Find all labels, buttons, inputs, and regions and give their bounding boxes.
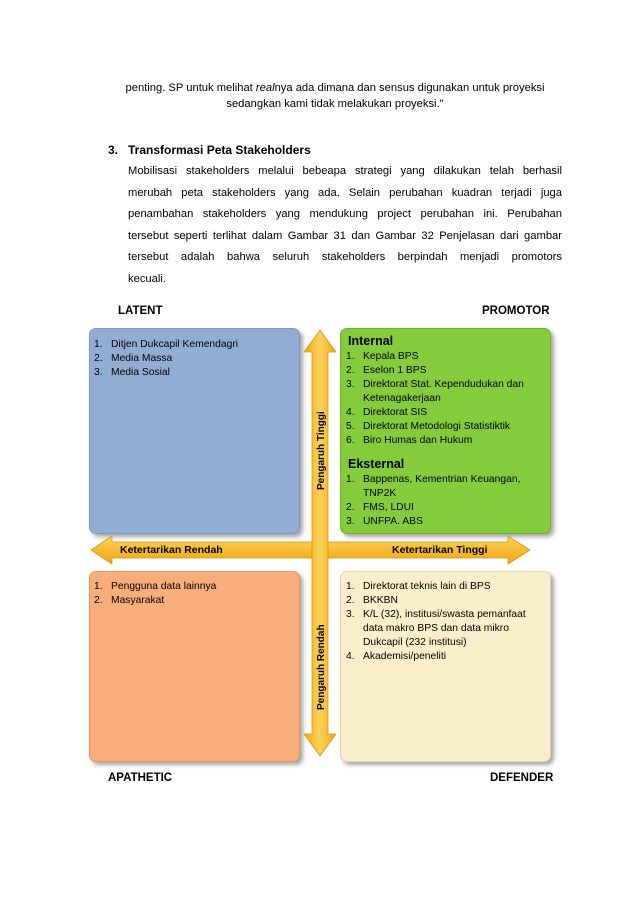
list-item: 1. Pengguna data lainnya (94, 581, 217, 592)
promotor-internal-title: Internal (348, 334, 394, 348)
quote-line-2: sedangkan kami tidak melakukan proyeksi." (226, 98, 444, 110)
quote-line-1: penting. SP untuk melihat realnya ada dimana dan sensus digunakan untuk proyeksi (125, 82, 545, 94)
promotor-internal-list (346, 350, 544, 448)
list-item: 4. Direktorat SIS (346, 407, 428, 418)
list-item: 3. Direktorat Stat. Kependudukan dan Ketenagakerjaan (346, 379, 524, 404)
corner-label-latent: LATENT (118, 305, 163, 317)
paragraph-line: tersebut seperti terlihat dalam Gambar 31 dan Gambar 32 Penjelasan dari gambar (128, 229, 562, 242)
latent-list (94, 338, 294, 380)
list-item: 4. Akademisi/peneliti (346, 651, 446, 662)
list-item: 1. Direktorat teknis lain di BPS (346, 581, 491, 592)
list-item: 1. Bappenas, Kementrian Keuangan, TNP2K (346, 474, 521, 499)
corner-label-defender: DEFENDER (490, 772, 554, 784)
list-item: 2. Media Massa (94, 353, 173, 364)
axis-label-ketertarikan-rendah: Ketertarikan Rendah (120, 544, 223, 556)
list-item: 2. Eselon 1 BPS (346, 365, 427, 376)
axis-label-ketertarikan-tinggi: Ketertarikan Tinggi (392, 544, 488, 556)
promotor-eksternal-list (346, 473, 544, 529)
promotor-eksternal-title: Eksternal (348, 457, 405, 471)
paragraph-line: merubah peta stakeholders yang ada. Selain perubahan kuadran terjadi juga (128, 186, 562, 199)
corner-label-promotor: PROMOTOR (482, 305, 550, 317)
defender-list (346, 580, 544, 664)
corner-label-apathetic: APATHETIC (108, 772, 173, 784)
section-number: 3. (108, 143, 119, 157)
paragraph-line: penambahan stakeholders yang mendukung project perubahan ini. Perubahan (128, 208, 562, 221)
list-item: 3. K/L (32), institusi/swasta pemanfaat data makro BPS dan data mikro Dukcapil (232 institusi) (346, 609, 526, 648)
list-item: 1. Ditjen Dukcapil Kemendagri (94, 339, 239, 350)
section-title: Transformasi Peta Stakeholders (128, 143, 311, 157)
paragraph-line: Mobilisasi stakeholders melalui bebeapa strategi yang dilakukan telah berhasil (128, 165, 562, 177)
list-item: 5. Direktorat Metodologi Statistiktik (346, 421, 511, 432)
axis-label-pengaruh-tinggi: Pengaruh Tinggi (316, 411, 327, 490)
list-item: 1. Kepala BPS (346, 351, 419, 362)
list-item: 3. Media Sosial (94, 367, 170, 378)
list-item: 2. Masyarakat (94, 595, 165, 606)
list-item: 2. FMS, LDUI (346, 502, 414, 513)
paragraph-line: kecuali. (128, 272, 166, 285)
list-item: 2. BKKBN (346, 595, 398, 606)
axis-label-pengaruh-rendah: Pengaruh Rendah (316, 624, 327, 710)
list-item: 6. Biro Humas dan Hukum (346, 435, 473, 446)
apathetic-list (94, 580, 294, 608)
list-item: 3. UNFPA. ABS (346, 516, 423, 527)
paragraph-line: tersebut adalah bahwa seluruh stakeholders berpindah menjadi promotors (128, 251, 562, 264)
